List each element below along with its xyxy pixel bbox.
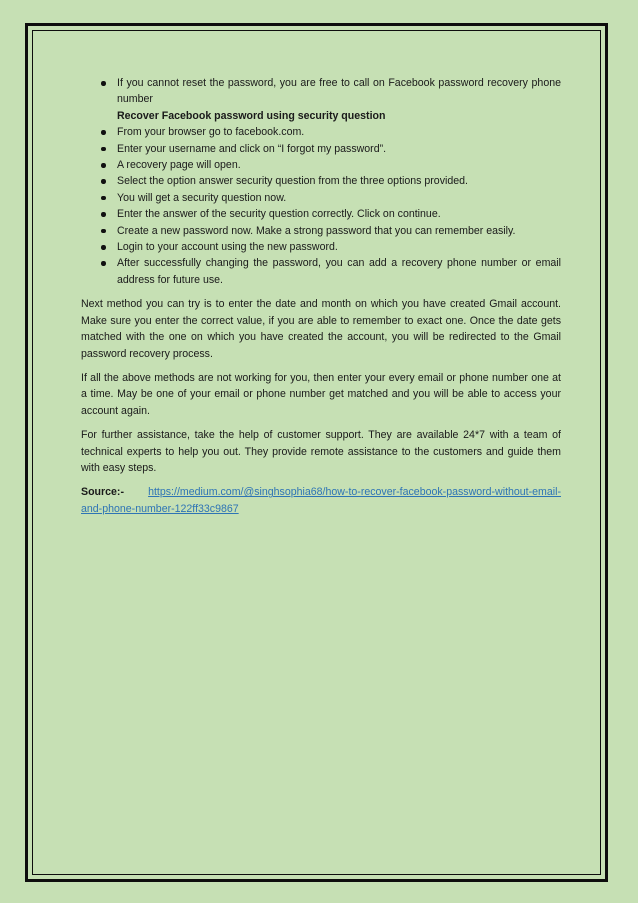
document-body <box>81 75 561 517</box>
list-item-text: After successfully changing the password, you can add a recovery phone number or email address for future use. <box>117 257 561 286</box>
list-item-text: Login to your account using the new password. <box>117 241 338 254</box>
list-item <box>81 124 561 140</box>
list-item-text: A recovery page will open. <box>117 159 241 172</box>
list-item-text: Enter your username and click on “I forgot my password”. <box>117 142 387 155</box>
bullet-icon <box>101 196 106 201</box>
intro-bullet-list <box>81 75 561 108</box>
source-label: Source:- <box>81 486 124 499</box>
bullet-icon <box>101 163 106 168</box>
list-item <box>81 206 561 222</box>
section-heading: Recover Facebook password using security question <box>117 109 386 122</box>
body-paragraph: Next method you can try is to enter the date and month on which you have created Gmail account. Make sure you enter the correct value, if you are able to remember to exact one. Once the date gets matched with the one on which you have created the account, you will be redirected to the Gmail password recovery process. <box>81 298 561 360</box>
bullet-icon <box>101 179 106 184</box>
steps-bullet-list <box>81 124 561 288</box>
list-item-text: Enter the answer of the security question correctly. Click on continue. <box>117 208 441 221</box>
list-item-text: Select the option answer security question from the three options provided. <box>117 175 468 188</box>
list-item <box>81 157 561 173</box>
body-paragraph: If all the above methods are not working for you, then enter your every email or phone number one at a time. May be one of your email or phone number get matched and you will be able to access your account again. <box>81 371 561 417</box>
bullet-icon <box>101 212 106 217</box>
list-item-text: You will get a security question now. <box>117 191 287 204</box>
list-item-text: From your browser go to facebook.com. <box>117 126 305 139</box>
bullet-icon <box>101 130 106 135</box>
body-paragraph: For further assistance, take the help of customer support. They are available 24*7 with a team of technical experts to help you out. They provide remote assistance to the customers and guide them with easy steps. <box>81 429 561 474</box>
list-item <box>81 239 561 255</box>
list-item <box>81 255 561 288</box>
bullet-icon <box>101 147 106 152</box>
bullet-icon <box>101 261 106 266</box>
list-item <box>81 223 561 239</box>
bullet-icon <box>101 245 106 250</box>
list-item <box>81 141 561 157</box>
list-item <box>81 173 561 189</box>
list-item-text: Create a new password now. Make a strong password that you can remember easily. <box>117 224 516 237</box>
list-item <box>81 190 561 206</box>
bullet-icon <box>101 81 106 86</box>
list-item-text: If you cannot reset the password, you are free to call on Facebook password recovery phone number <box>117 77 561 106</box>
source-link[interactable]: https://medium.com/@singhsophia68/how-to-recover-facebook-password-without-email-and-phone-number-122ff33c9867 <box>81 486 561 515</box>
bullet-icon <box>101 229 106 234</box>
list-item <box>81 75 561 108</box>
source-line <box>81 484 561 517</box>
